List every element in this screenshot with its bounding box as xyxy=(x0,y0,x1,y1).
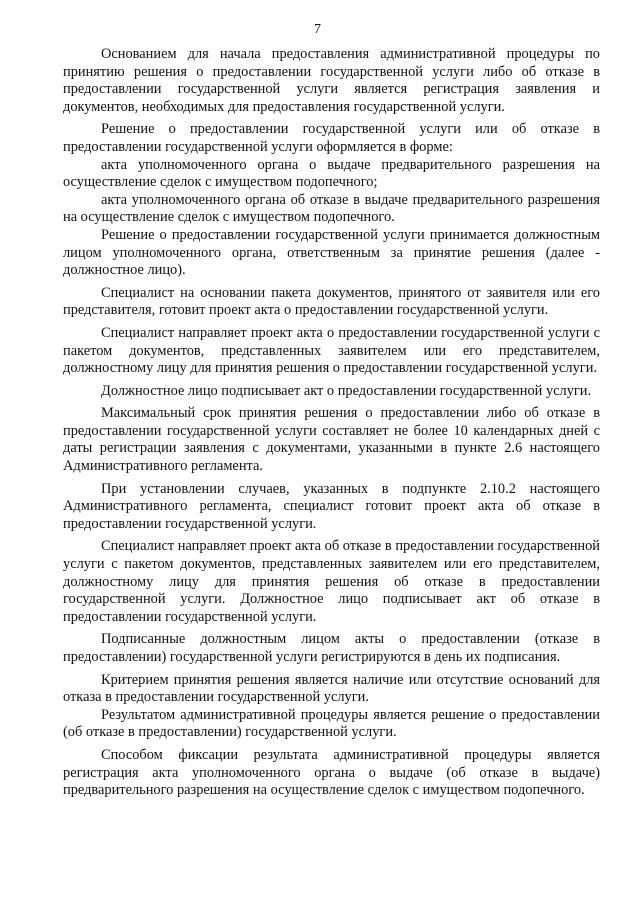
paragraph: Должностное лицо подписывает акт о предоставлении государственной услуги. xyxy=(101,382,592,399)
paragraph: Решение о предоставлении государственной услуги или об отказе в предоставлении государственной услуги оформляется в форме: xyxy=(63,121,600,155)
paragraph: Максимальный срок принятия решения о предоставлении либо об отказе в предоставлении государственной услуги составляет не более 10 календарных дней с даты регистрации заявления с документами, указанными в пункте 2.6 настоящего Административного регламента. xyxy=(63,405,600,475)
paragraph: Способом фиксации результата административной процедуры является регистрация акта уполномоченного органа о выдаче (об отказе в выдаче) предварительного разрешения на осуществление сделок с имуществом подопечного. xyxy=(63,746,600,799)
paragraph: Подписанные должностным лицом акты о предоставлении (отказе в предоставлении) государственной услуги регистрируются в день их подписания. xyxy=(63,631,600,665)
paragraph: Критерием принятия решения является наличие или отсутствие оснований для отказа в предоставлении государственной услуги. xyxy=(63,671,600,706)
paragraph: Основанием для начала предоставления административной процедуры по принятию решения о предоставлении государственной услуги либо об отказе в предоставлении государственной услуги является регистрация заявления и документов, необходимых для предоставления государственной услуги. xyxy=(63,46,600,115)
document-body xyxy=(63,46,600,800)
paragraph: акта уполномоченного органа об отказе в выдаче предварительного разрешения на осуществление сделок с имуществом подопечного. xyxy=(63,191,600,226)
paragraph: Специалист направляет проект акта об отказе в предоставлении государственной услуги с пакетом документов, представленных заявителем или его представителем, должностному лицу для принятия решения об отказе в предоставлении государственной услуги. Должностное лицо подписывает акт об отказе в предоставлении государственной услуги. xyxy=(63,538,600,625)
paragraph: Специалист на основании пакета документов, принятого от заявителя или его представителя, готовит проект акта о предоставлении государственной услуги. xyxy=(63,284,600,319)
paragraph: Результатом административной процедуры является решение о предоставлении (об отказе в предоставлении) государственной услуги. xyxy=(63,706,600,741)
paragraph: Специалист направляет проект акта о предоставлении государственной услуги с пакетом документов, представленных заявителем или его представителем, должностному лицу для принятия решения о предоставлении государственной услуги. xyxy=(63,324,600,377)
paragraph: акта уполномоченного органа о выдаче предварительного разрешения на осуществление сделок с имуществом подопечного; xyxy=(63,156,600,191)
page-number: 7 xyxy=(314,22,321,37)
paragraph: Решение о предоставлении государственной услуги принимается должностным лицом уполномоченного органа, ответственным за принятие решения (далее - должностное лицо). xyxy=(63,226,600,279)
paragraph: При установлении случаев, указанных в подпункте 2.10.2 настоящего Административного регламента, специалист готовит проект акта об отказе в предоставлении государственной услуги. xyxy=(63,480,600,532)
